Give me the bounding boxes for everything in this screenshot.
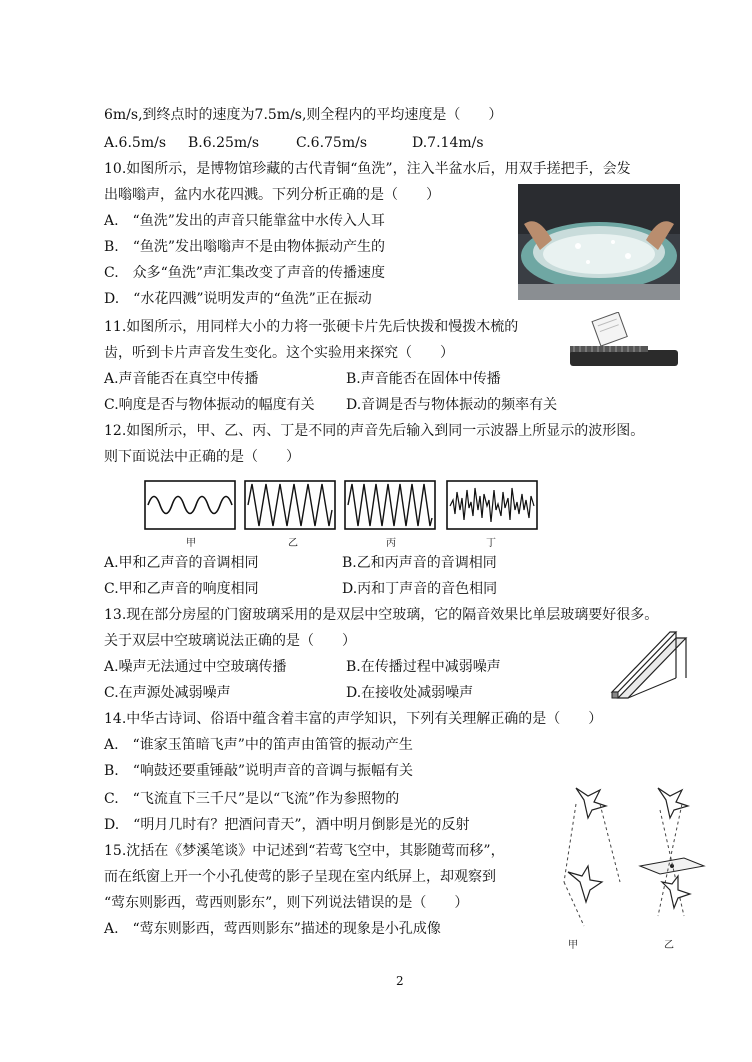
bird-shadow-figure-jia bbox=[554, 786, 632, 932]
wave-label-jia: 甲 bbox=[186, 538, 196, 549]
q14-option-b: B. “响鼓还要重锤敲”说明声音的音调与振幅有关 bbox=[104, 763, 414, 779]
waveform-yi bbox=[244, 480, 336, 530]
waveform-bing bbox=[344, 480, 436, 530]
double-glazing-figure bbox=[606, 628, 688, 704]
wave-label-ding: 丁 bbox=[486, 538, 496, 549]
q14-stem: 14.中华古诗词、俗语中蕴含着丰富的声学知识，下列有关理解正确的是（ ） bbox=[104, 711, 603, 727]
q10-option-c: C. 众多“鱼洗”声汇集改变了声音的传播速度 bbox=[104, 265, 385, 281]
wave-label-bing: 丙 bbox=[386, 538, 396, 549]
q15-fig-label-jia: 甲 bbox=[568, 940, 578, 951]
q15-stem-line1: 15.沈括在《梦溪笔谈》中记述到“若莺飞空中，其影随莺而移”， bbox=[104, 843, 505, 859]
fish-basin-photo bbox=[518, 184, 680, 300]
q11-stem-line2: 齿，听到卡片声音发生变化。这个实验用来探究（ ） bbox=[104, 345, 454, 361]
q12-stem-line1: 12.如图所示，甲、乙、丙、丁是不同的声音先后输入到同一示波器上所显示的波形图。 bbox=[104, 423, 645, 439]
q13-option-b: B.在传播过程中减弱噪声 bbox=[346, 659, 501, 675]
comb-card-figure bbox=[566, 312, 684, 374]
q12-option-c: C.甲和乙声音的响度相同 bbox=[104, 581, 259, 597]
q11-option-d: D.音调是否与物体振动的频率有关 bbox=[346, 397, 558, 413]
waveform-ding bbox=[446, 480, 538, 530]
q10-stem-line2: 出嗡嗡声，盆内水花四溅。下列分析正确的是（ ） bbox=[104, 187, 440, 203]
q9-option-c: C.6.75m/s bbox=[296, 135, 368, 151]
q14-option-c: C. “飞流直下三千尺”是以“飞流”作为参照物的 bbox=[104, 791, 400, 807]
q10-option-b: B. “鱼洗”发出嗡嗡声不是由物体振动产生的 bbox=[104, 239, 386, 255]
q10-option-d: D. “水花四溅”说明发声的“鱼洗”正在振动 bbox=[104, 291, 372, 307]
q9-option-a: A.6.5m/s bbox=[104, 135, 167, 151]
q12-stem-line2: 则下面说法中正确的是（ ） bbox=[104, 449, 300, 465]
pinhole-figure-yi bbox=[636, 786, 708, 932]
q15-stem-line3: “莺东则影西，莺西则影东”，则下列说法错误的是（ ） bbox=[104, 895, 469, 911]
q14-option-a: A. “谁家玉笛暗飞声”中的笛声由笛管的振动产生 bbox=[104, 737, 413, 753]
q13-stem-line2: 关于双层中空玻璃说法正确的是（ ） bbox=[104, 633, 356, 649]
q10-stem-line1: 10.如图所示，是博物馆珍藏的古代青铜“鱼洗”，注入半盆水后，用双手搓把手，会发 bbox=[104, 161, 631, 177]
q15-stem-line2: 而在纸窗上开一个小孔使莺的影子呈现在室内纸屏上，却观察到 bbox=[104, 869, 496, 885]
waveform-jia bbox=[144, 480, 236, 530]
q15-fig-label-yi: 乙 bbox=[664, 940, 674, 951]
q13-option-a: A.噪声无法通过中空玻璃传播 bbox=[104, 659, 287, 675]
q12-option-a: A.甲和乙声音的音调相同 bbox=[104, 555, 259, 571]
q13-stem-line1: 13.现在部分房屋的门窗玻璃采用的是双层中空玻璃，它的隔音效果比单层玻璃要好很多。 bbox=[104, 607, 659, 623]
q11-stem-line1: 11.如图所示，用同样大小的力将一张硬卡片先后快拨和慢拨木梳的 bbox=[104, 319, 519, 335]
q10-option-a: A. “鱼洗”发出的声音只能靠盆中水传入人耳 bbox=[104, 213, 385, 229]
q11-option-b: B.声音能否在固体中传播 bbox=[346, 371, 501, 387]
page-number: 2 bbox=[396, 974, 404, 988]
wave-label-yi: 乙 bbox=[288, 538, 298, 549]
q11-option-c: C.响度是否与物体振动的幅度有关 bbox=[104, 397, 315, 413]
q9-line: 6m/s,到终点时的速度为7.5m/s,则全程内的平均速度是（ ） bbox=[104, 107, 503, 123]
q15-option-a: A. “莺东则影西，莺西则影东”描述的现象是小孔成像 bbox=[104, 921, 441, 937]
q11-option-a: A.声音能否在真空中传播 bbox=[104, 371, 259, 387]
q9-option-b: B.6.25m/s bbox=[188, 135, 260, 151]
q12-option-b: B.乙和丙声音的音调相同 bbox=[342, 555, 497, 571]
q13-option-d: D.在接收处减弱噪声 bbox=[346, 685, 474, 701]
q12-option-d: D.丙和丁声音的音色相同 bbox=[342, 581, 498, 597]
q9-option-d: D.7.14m/s bbox=[412, 135, 484, 151]
q13-option-c: C.在声源处减弱噪声 bbox=[104, 685, 231, 701]
q14-option-d: D. “明月几时有？把酒问青天”，酒中明月倒影是光的反射 bbox=[104, 817, 470, 833]
